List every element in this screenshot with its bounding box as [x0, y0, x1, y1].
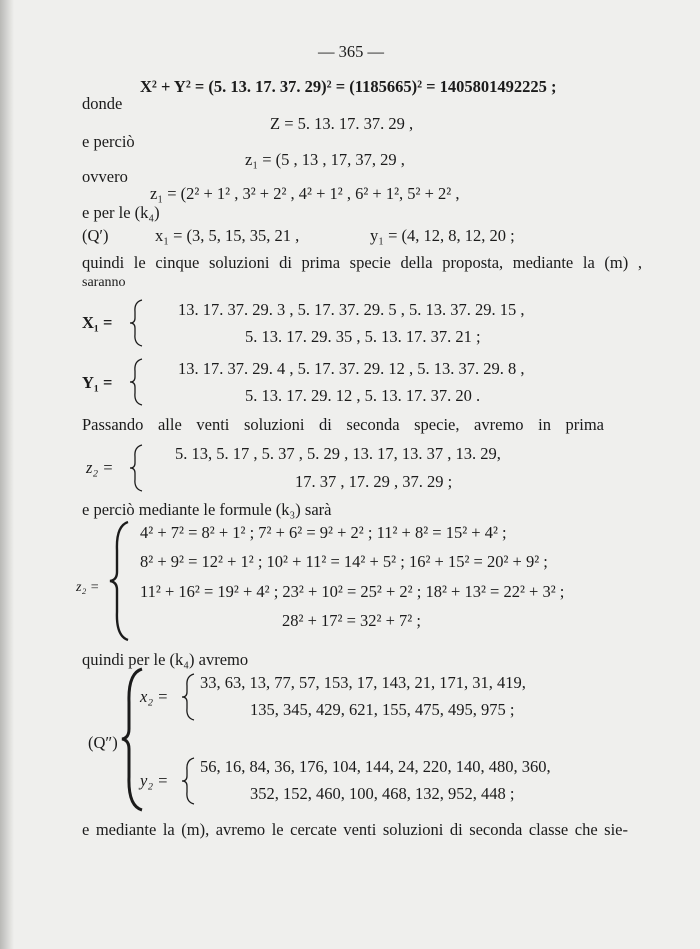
label-y2: y₂ =	[140, 771, 169, 790]
text-e-percio-k3: e perciò mediante le formule (k₃) sarà	[82, 500, 332, 519]
y2-row-1: 56, 16, 84, 36, 176, 104, 144, 24, 220, 140, 480, 360,	[200, 757, 551, 776]
equation-Z: Z = 5. 13. 17. 37. 29 ,	[270, 114, 414, 133]
equation-z1-factors: z₁ = (5 , 13 , 17, 37, 29 ,	[245, 150, 405, 169]
x2-row-1: 33, 63, 13, 77, 57, 153, 17, 143, 21, 171, 31, 419,	[200, 673, 526, 692]
equation-x1: x₁ = (3, 5, 15, 35, 21 ,	[155, 226, 300, 245]
X1-row-2: 5. 13. 17. 29. 35 , 5. 13. 17. 37. 21 ;	[245, 327, 481, 346]
brace-Y1	[128, 357, 146, 407]
X1-row-1: 13. 17. 37. 29. 3 , 5. 17. 37. 29. 5 , 5. 13. 37. 29. 15 ,	[178, 300, 525, 319]
label-Q-double-prime: (Q″)	[88, 733, 118, 752]
brace-x2	[180, 672, 198, 722]
z2-row-1: 5. 13, 5. 17 , 5. 37 , 5. 29 , 13. 17, 13. 37 , 13. 29,	[175, 444, 501, 463]
z2-row-2: 17. 37 , 17. 29 , 37. 29 ;	[295, 472, 453, 491]
x2-row-2: 135, 345, 429, 621, 155, 475, 495, 975 ;	[250, 700, 515, 719]
k3-row-3: 11² + 16² = 19² + 4² ; 23² + 10² = 25² + 2² ; 18² + 13² = 22² + 3² ;	[140, 582, 565, 601]
label-Q-prime: (Q′)	[82, 226, 109, 245]
text-saranno: saranno	[82, 275, 126, 290]
text-e-mediante: e mediante la (m), avremo le cercate venti soluzioni di seconda classe che sie-	[82, 820, 628, 839]
equation-sum-of-squares: X² + Y² = (5. 13. 17. 37. 29)² = (1185665)² = 1405801492225 ;	[140, 77, 557, 96]
brace-X1	[128, 298, 146, 348]
label-x2: x₂ =	[140, 687, 169, 706]
y2-row-2: 352, 152, 460, 100, 468, 132, 952, 448 ;	[250, 784, 515, 803]
brace-z2-products	[128, 443, 146, 493]
text-e-per-le-k4: e per le (k₄)	[82, 203, 160, 222]
brace-y2	[180, 756, 198, 806]
label-z2-identities: z₂ =	[76, 580, 100, 595]
text-passando: Passando alle venti soluzioni di seconda specie, avremo in prima	[82, 415, 604, 434]
k3-row-4: 28² + 17² = 32² + 7² ;	[282, 611, 421, 630]
text-ovvero: ovvero	[82, 167, 128, 186]
equation-y1: y₁ = (4, 12, 8, 12, 20 ;	[370, 226, 515, 245]
Y1-row-1: 13. 17. 37. 29. 4 , 5. 17. 37. 29. 12 , 5. 13. 37. 29. 8 ,	[178, 359, 525, 378]
text-e-percio: e perciò	[82, 132, 135, 151]
text-quindi-cinque: quindi le cinque soluzioni di prima specie della proposta, mediante la (m) ,	[82, 253, 642, 272]
equation-z1-squares: z₁ = (2² + 1² , 3² + 2² , 4² + 1² , 6² + 1², 5² + 2² ,	[150, 184, 460, 203]
label-X1: X₁ =	[82, 313, 113, 332]
label-z2-products: z₂ =	[86, 458, 114, 477]
Y1-row-2: 5. 13. 17. 29. 12 , 5. 13. 17. 37. 20 .	[245, 386, 481, 405]
page-edge-shadow	[0, 0, 14, 949]
brace-z2-identities	[108, 520, 132, 642]
k3-row-2: 8² + 9² = 12² + 1² ; 10² + 11² = 14² + 5² ; 16² + 15² = 20² + 9² ;	[140, 552, 548, 571]
k3-row-1: 4² + 7² = 8² + 1² ; 7² + 6² = 9² + 2² ; 11² + 8² = 15² + 4² ;	[140, 523, 507, 542]
text-quindi-k4: quindi per le (k₄) avremo	[82, 650, 249, 669]
text-donde: donde	[82, 94, 123, 113]
label-Y1: Y₁ =	[82, 373, 113, 392]
page-number: — 365 —	[318, 42, 384, 61]
